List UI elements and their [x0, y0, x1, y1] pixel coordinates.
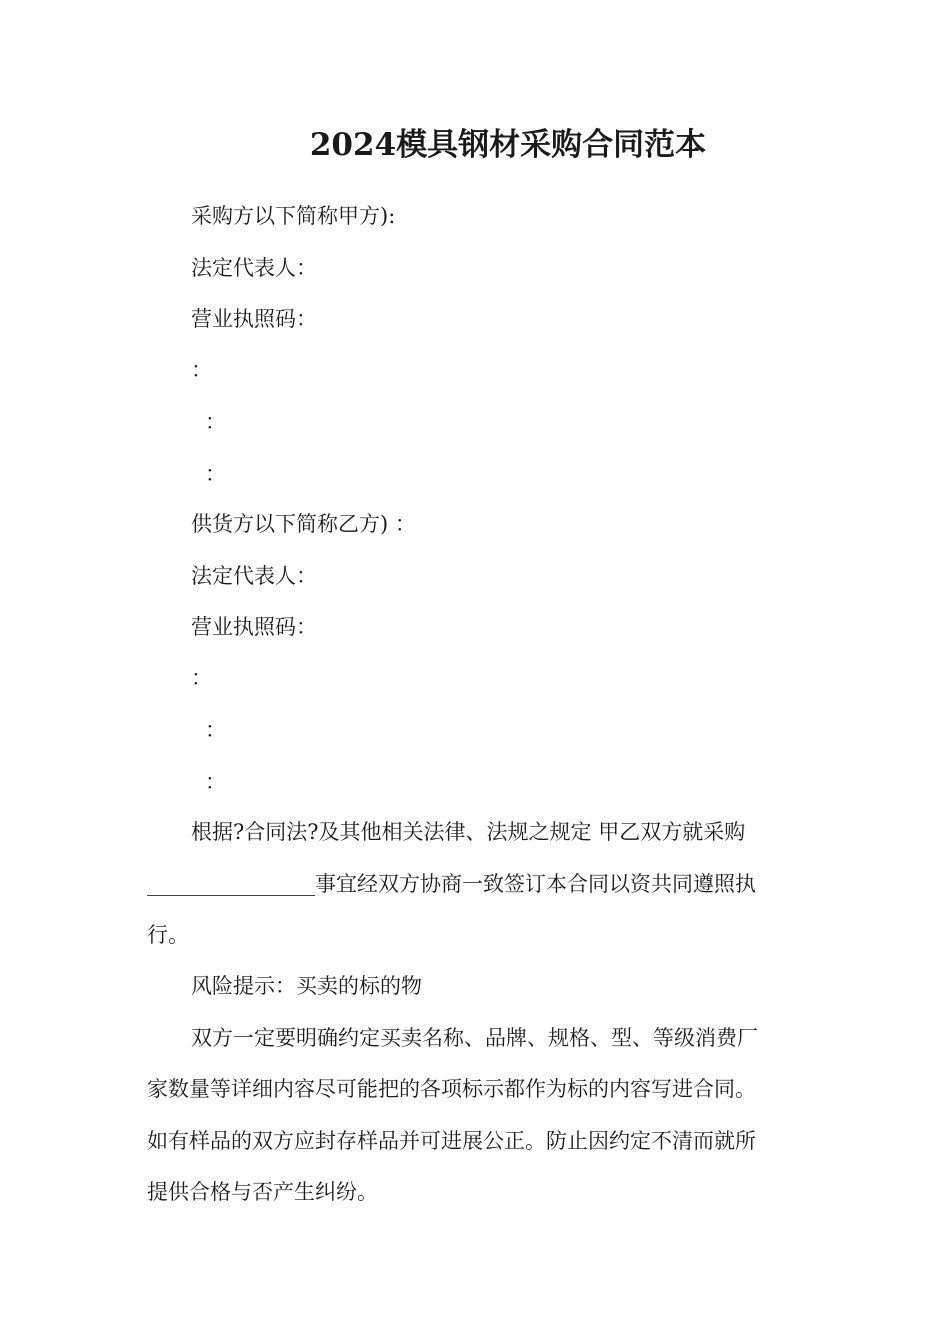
risk-body-line-2: 家数量等详细内容尽可能把的各项标示都作为标的内容写进合同。 — [147, 1077, 756, 1101]
party-b-blank-2: ： — [205, 718, 226, 742]
party-b-blank-1: ： — [191, 666, 212, 690]
party-b-heading: 供货方以下简称乙方) ： — [191, 512, 416, 536]
party-a-heading: 采购方以下简称甲方): — [191, 204, 396, 228]
party-a-license: 营业执照码： — [191, 307, 317, 331]
document-title: 2024模具钢材采购合同范本 — [309, 127, 707, 163]
preamble-line-2: ________________事宜经双方协商一致签订本合同以资共同遵照执 — [147, 872, 756, 896]
party-b-blank-3: ： — [205, 770, 226, 794]
party-b-license: 营业执照码： — [191, 615, 317, 639]
risk-heading: 风险提示：买卖的标的物 — [191, 974, 422, 998]
risk-body-line-3: 如有样品的双方应封存样品并可进展公正。防止因约定不清而就所 — [147, 1129, 756, 1153]
party-a-blank-3: ： — [205, 462, 226, 486]
party-a-blank-2: ： — [205, 410, 226, 434]
preamble-line-1: 根据?合同法?及其他相关法律、法规之规定 甲乙双方就采购 — [191, 820, 746, 844]
party-a-legal-rep: 法定代表人： — [191, 256, 317, 280]
party-a-blank-1: ： — [191, 358, 212, 382]
preamble-line-3: 行。 — [147, 923, 189, 947]
risk-body-line-4: 提供合格与否产生纠纷。 — [147, 1180, 378, 1204]
risk-body-line-1: 双方一定要明确约定买卖名称、品牌、规格、型、等级消费厂 — [191, 1026, 758, 1050]
party-b-legal-rep: 法定代表人： — [191, 564, 317, 588]
